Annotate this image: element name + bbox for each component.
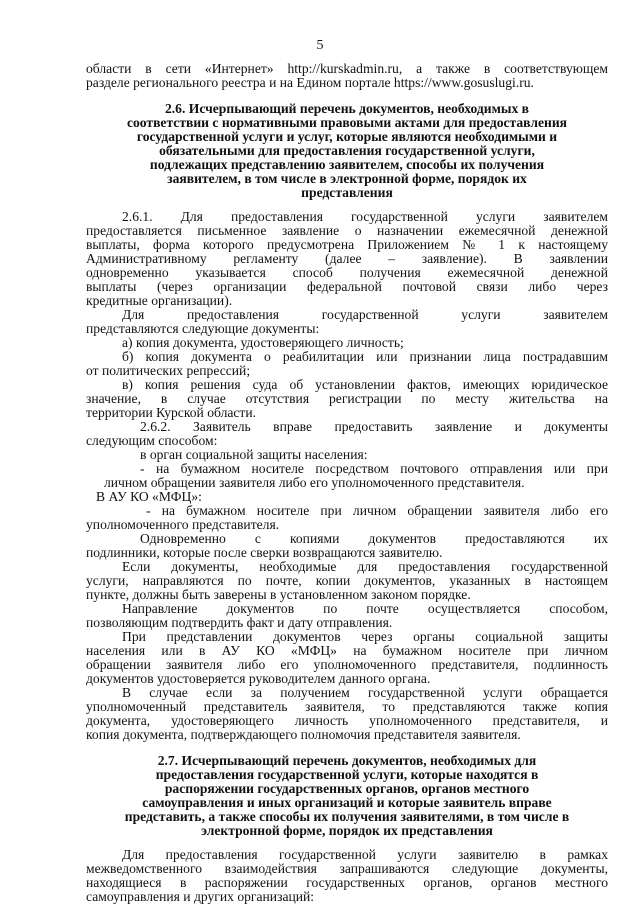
text-line: обращении заявителя либо его уполномоченного представителя, подлинность bbox=[86, 658, 608, 672]
text-line: позволяющим подтвердить факт и дату отправления. bbox=[86, 616, 393, 630]
text-line: выплаты (через организации федеральной почтовой связи либо через bbox=[86, 280, 608, 294]
text-line: в) копия решения суда об установлении фактов, имеющих юридическое bbox=[122, 378, 608, 392]
text-line: личном обращении заявителя либо его уполномоченного представителя. bbox=[104, 476, 525, 490]
text-line: значение, в случае отсутствия регистрации по месту жительства на bbox=[86, 392, 608, 406]
text-line: кредитные организации). bbox=[86, 294, 233, 308]
text-line: Для предоставления государственной услуги заявителю в рамках bbox=[122, 848, 608, 862]
section-heading-line: подлежащих представлению заявителем, способы их получения bbox=[149, 158, 545, 172]
text-line: территории Курской области. bbox=[86, 406, 257, 420]
text-line: Одновременно с копиями документов предоставляются их bbox=[140, 532, 608, 546]
text-line: 2.6.1. Для предоставления государственной услуги заявителем bbox=[122, 210, 608, 224]
page-number: 5 bbox=[316, 38, 324, 53]
text-line: копия документа, подтверждающего полномочия представителя заявителя. bbox=[86, 728, 521, 742]
section-heading-line: представления bbox=[301, 186, 393, 200]
text-line: документа, удостоверяющего личность уполномоченного представителя, и bbox=[86, 714, 608, 728]
text-line: межведомственного взаимодействия запрашиваются следующие документы, bbox=[86, 862, 608, 876]
text-line: услуги, направляются по почте, копии документов, указанных в настоящем bbox=[86, 574, 608, 588]
section-heading-line: 2.6. Исчерпывающий перечень документов, необходимых в bbox=[164, 102, 530, 116]
text-line: В случае если за получением государственной услуги обращается bbox=[122, 686, 608, 700]
text-line: документов удостоверяется руководителем данного органа. bbox=[86, 672, 431, 686]
text-line: самоуправления и других организаций: bbox=[86, 890, 315, 904]
section-heading-line: предоставления государственной услуги, которые находятся в bbox=[155, 768, 539, 782]
text-line: Административному регламенту (далее – заявление). В заявлении bbox=[86, 252, 608, 266]
section-heading-line: распоряжении государственных органов, органов местного bbox=[164, 782, 530, 796]
text-line: При представлении документов через органы социальной защиты bbox=[122, 630, 608, 644]
text-line: разделе регионального реестра и на Едином портале https://www.gosuslugi.ru. bbox=[86, 76, 534, 90]
text-line: предоставляется письменное заявление о назначении ежемесячной денежной bbox=[86, 224, 608, 238]
section-heading-line: представить, а также способы их получения заявителями, в том числе в bbox=[124, 810, 570, 824]
text-line: Направление документов по почте осуществляется способом, bbox=[122, 602, 608, 616]
text-line: выплаты, форма которого предусмотрена Приложением № 1 к настоящему bbox=[86, 238, 608, 252]
text-line: уполномоченный представитель заявителя, то представляются также копия bbox=[86, 700, 608, 714]
section-heading-line: электронной форме, порядок их представления bbox=[201, 824, 493, 838]
text-line: Если документы, необходимые для предоставления государственной bbox=[122, 560, 608, 574]
text-line: подлинники, которые после сверки возвращаются заявителю. bbox=[86, 546, 443, 560]
text-line: В АУ КО «МФЦ»: bbox=[96, 490, 202, 504]
text-line: следующим способом: bbox=[86, 434, 218, 448]
section-heading-line: самоуправления и иных организаций и которые заявитель вправе bbox=[142, 796, 552, 810]
text-line: а) копия документа, удостоверяющего личность; bbox=[122, 336, 404, 350]
text-line: от политических репрессий; bbox=[86, 364, 251, 378]
text-line: уполномоченного представителя. bbox=[86, 518, 280, 532]
text-line: населения или в АУ КО «МФЦ» на бумажном носителе при личном bbox=[86, 644, 608, 658]
text-line: представляются следующие документы: bbox=[86, 322, 320, 336]
text-line: одновременно указывается способ получения ежемесячной денежной bbox=[86, 266, 608, 280]
text-line: Для предоставления государственной услуги заявителем bbox=[122, 308, 608, 322]
text-line: - на бумажном носителе посредством почтового отправления или при bbox=[140, 462, 608, 476]
text-line: б) копия документа о реабилитации или признании лица пострадавшим bbox=[122, 350, 608, 364]
text-line: находящиеся в распоряжении государственных органов, органов местного bbox=[86, 876, 608, 890]
text-line: 2.6.2. Заявитель вправе предоставить заявление и документы bbox=[140, 420, 608, 434]
text-line: - на бумажном носителе при личном обращении заявителя либо его bbox=[146, 504, 608, 518]
section-heading-line: обязательными для предоставления государственной услуги, bbox=[159, 144, 535, 158]
text-line: области в сети «Интернет» http://kurskadmin.ru, а также в соответствующем bbox=[86, 62, 608, 76]
section-heading-line: соответствии с нормативными правовыми актами для предоставления bbox=[126, 116, 568, 130]
section-heading-line: государственной услуги и услуг, которые являются необходимыми и bbox=[136, 130, 558, 144]
section-heading-line: 2.7. Исчерпывающий перечень документов, необходимых для bbox=[157, 754, 537, 768]
text-line: в орган социальной защиты населения: bbox=[140, 448, 368, 462]
section-heading-line: заявителем, в том числе в электронной форме, порядок их bbox=[167, 172, 527, 186]
text-line: пункте, должны быть заверены в установленном законом порядке. bbox=[86, 588, 471, 602]
